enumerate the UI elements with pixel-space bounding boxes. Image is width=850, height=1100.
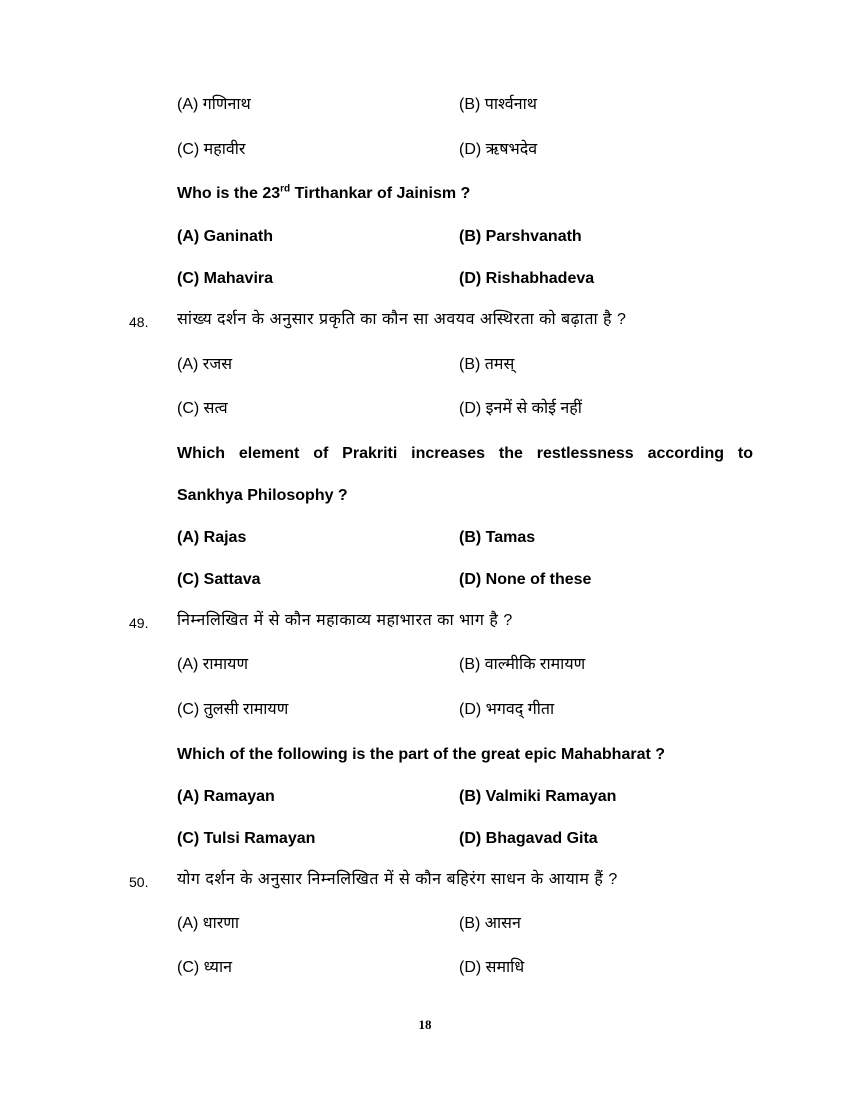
q50-number: 50. xyxy=(129,874,149,890)
q49-hi-option-c: (C) तुलसी रामायण xyxy=(177,701,289,718)
q47-en-question-sup: rd xyxy=(280,183,291,195)
q48-en-option-d: (D) None of these xyxy=(459,571,592,588)
q48-en-question-line2: Sankhya Philosophy ? xyxy=(177,487,348,504)
q49-hi-question: निम्नलिखित में से कौन महाकाव्य महाभारत का भाग है ? xyxy=(177,612,513,629)
q49-hi-option-d: (D) भगवद् गीता xyxy=(459,701,555,718)
q48-en-option-b: (B) Tamas xyxy=(459,529,536,546)
q49-hi-option-b: (B) वाल्मीकि रामायण xyxy=(459,656,586,673)
q47-en-option-d: (D) Rishabhadeva xyxy=(459,270,595,287)
page-number: 18 xyxy=(418,1017,432,1032)
q48-en-question-line1: Which element of Prakriti increases the restlessness according to xyxy=(177,445,753,462)
q49-en-question: Which of the following is the part of the great epic Mahabharat ? xyxy=(177,746,666,763)
q48-hi-option-d: (D) इनमें से कोई नहीं xyxy=(459,400,582,417)
q50-hi-option-d: (D) समाधि xyxy=(459,959,525,976)
q48-en-option-c: (C) Sattava xyxy=(177,571,261,588)
q50-hi-option-a: (A) धारणा xyxy=(177,915,240,932)
q47-en-option-a: (A) Ganinath xyxy=(177,228,273,245)
q49-number: 49. xyxy=(129,615,149,631)
q49-en-option-d: (D) Bhagavad Gita xyxy=(459,830,598,847)
q50-hi-option-b: (B) आसन xyxy=(459,915,521,932)
q48-number: 48. xyxy=(129,314,149,330)
q49-hi-option-a: (A) रामायण xyxy=(177,656,249,673)
q47-en-question-pre: Who is the 23 xyxy=(177,185,281,202)
q49-en-option-b: (B) Valmiki Ramayan xyxy=(459,788,617,805)
q47-en-option-c: (C) Mahavira xyxy=(177,270,274,287)
q50-hi-question: योग दर्शन के अनुसार निम्नलिखित में से कौन बहिरंग साधन के आयाम हैं ? xyxy=(177,871,618,888)
q47-en-question-post: Tirthankar of Jainism ? xyxy=(290,185,471,202)
q49-en-option-a: (A) Ramayan xyxy=(177,788,275,805)
q48-hi-option-c: (C) सत्व xyxy=(177,400,228,417)
q47-hi-option-b: (B) पार्श्वनाथ xyxy=(459,96,537,113)
q48-hi-question: सांख्य दर्शन के अनुसार प्रकृति का कौन सा अवयव अस्थिरता को बढ़ाता है ? xyxy=(177,311,627,328)
q48-en-option-a: (A) Rajas xyxy=(177,529,247,546)
q48-hi-option-a: (A) रजस xyxy=(177,356,233,373)
q47-hi-option-d: (D) ऋषभदेव xyxy=(459,141,538,158)
q47-en-option-b: (B) Parshvanath xyxy=(459,228,582,245)
q47-hi-option-a: (A) गणिनाथ xyxy=(177,96,251,113)
q48-hi-option-b: (B) तमस् xyxy=(459,356,515,373)
q50-hi-option-c: (C) ध्यान xyxy=(177,959,232,976)
q47-hi-option-c: (C) महावीर xyxy=(177,141,246,158)
q47-en-question xyxy=(177,184,470,204)
q49-en-option-c: (C) Tulsi Ramayan xyxy=(177,830,316,847)
